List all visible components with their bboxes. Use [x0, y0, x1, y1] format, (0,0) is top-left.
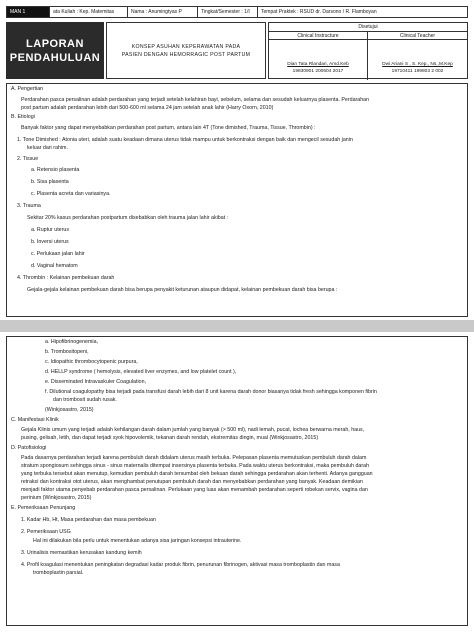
list-item: a. Ruptur uterus	[31, 227, 69, 233]
list-item: keluar dari rahim.	[27, 145, 68, 151]
header-info-row	[6, 6, 468, 18]
header-course: ata Kuliah : Kep. Matemitas	[50, 6, 128, 18]
list-item: 4. Profil koagulasi menentukan peningkatan degradasi kadar produk fibrin, penurunan fibrinogen, aktivasi masa tromboplastin dan masa	[21, 562, 340, 568]
paragraph-line: Gejala Klinis umum yang terjadi adalah kehilangan darah dalam jumlah yang banyak (> 500 ml), nadi lemah, pucat, lochea berwarna merah, haus,	[21, 427, 365, 433]
approval-label: Disetujui	[269, 23, 467, 32]
list-item: d. HELLP syndrome ( hemolysis, elevated liver enzymes, and low platelet count ),	[45, 369, 237, 375]
page1-content	[6, 83, 468, 317]
section-heading: D. Patofisiologi	[11, 445, 47, 451]
list-item: 1. Kadar Hb, Ht, Masa perdarahan dan masa pembekuan	[21, 517, 156, 523]
clinical-teacher-column	[368, 32, 467, 80]
report-title	[6, 22, 104, 79]
list-item: f. Dilutional coagulopathy bisa terjadi pada transfusi darah lebih dari 8 unit karena darah donor biasanya tidak fresh sehingga komponen fibrin	[45, 389, 377, 395]
paragraph-line: Gejala-gejala kelainan pembekuan darah bisa berupa penyakit keturunan ataupun didapat, kelainan pembekuan darah bisa berupa :	[27, 287, 338, 293]
header-institution: MAN 1	[6, 6, 50, 18]
page2-content	[6, 336, 468, 626]
list-item: c. Plasenta acreta dan variasinya.	[31, 191, 111, 197]
list-item: a. Hipofibrinogenemia,	[45, 339, 98, 345]
paragraph-line: Sekitar 20% kasus perdarahan postpartum disebabkan oleh trauma jalan lahir akibat :	[27, 215, 229, 221]
approval-box	[268, 22, 468, 79]
header-practice-place: Tempat Praktek : RSUD dr. Darsono / R. Flamboyan	[258, 6, 468, 18]
list-item: b. Inversi uterus	[31, 239, 69, 245]
list-item: c. Perlukaan jalan lahir	[31, 251, 85, 257]
list-item: 2. Pemeriksaan USG	[21, 529, 71, 535]
clinical-instructure-name: Dian Tata Rlandari, Amd.Keb	[287, 62, 349, 67]
list-item: a. Retensio plasenta	[31, 167, 80, 173]
paragraph-line: menjadi faktor utama penyebab perdarahan pasca persalinan. Perlukaan yang luas akan menambah perdarahan seperti robekan servix, vagina dan	[21, 487, 368, 493]
list-item: dan trombosit sudah rusak.	[53, 397, 117, 403]
report-topic-line1: KONSEP ASUHAN KEPERAWATAN PADA	[131, 43, 241, 50]
list-item: e. Disseminated Intravaskuler Coagulation,	[45, 379, 146, 385]
list-item: 3. Trauma	[17, 203, 41, 209]
section-heading: B. Etiologi	[11, 114, 35, 120]
paragraph-line: perinium (Winkjosastro, 2015)	[21, 495, 92, 501]
citation: (Winkjosastro, 2015)	[45, 407, 94, 413]
list-item: d. Vaginal hematom	[31, 263, 78, 269]
list-item: 1. Tone Dimished : Atonia uteri, adalah suatu keadaan dimana uterus tidak mampu untuk berkontraksi dengan baik dan mengecil sesudah janin	[17, 137, 353, 143]
paragraph-line: stratum spongiosum sehingga sinus - sinus maternalis ditempat insersinya plasenta terbuka. Pada waktu uterus berkontraksi, maka pembuluh darah	[21, 463, 370, 469]
list-item: tromboplastin parsial.	[33, 570, 84, 576]
section-heading: E. Pemeriksaan Penunjang	[11, 505, 76, 511]
paragraph-line: retraksi dan kontraksi otot uterus, akan menghambat penutupan pembuluh darah dan menyebabkan perdarahan yang banyak. Keadaan demikian	[21, 479, 363, 485]
clinical-teacher-name: Dwi Ariani S , S. Kep., Ns.,M.Kep	[382, 62, 453, 67]
paragraph-line: Banyak faktor yang dapat menyebabkan perdarahan post partum, antara lain 4T (Tone dimished, Trauma, Tissue, Thrombin) :	[21, 125, 316, 131]
clinical-instructure-column	[269, 32, 368, 80]
report-topic	[106, 22, 266, 79]
document-page-2	[0, 332, 474, 632]
paragraph-line: Perdarahan pasca persalinan adalah perdarahan yang terjadi setelah kelahiran bayi, sebelum, selama dan sesudah keluarnya plasenta. Perdarahan	[21, 97, 370, 103]
header-semester: Tingkat/Semester : 1/I	[198, 6, 258, 18]
section-heading: C. Manifestasi Klinik	[11, 417, 59, 423]
clinical-instructure-nip: 19830901 200604 2017	[292, 69, 344, 74]
paragraph-line: post partum adalah perdarahan lebih dari 500-600 ml selama 24 jam setelah anak lahir (Harry Oxorn, 2010)	[21, 105, 274, 111]
clinical-teacher-nip: 19710411 199803 2 002	[391, 69, 444, 74]
report-topic-line2: PASIEN DENGAN HEMORRAGIC POST PARTUM	[121, 51, 251, 58]
clinical-teacher-role: Clinical Teacher	[368, 32, 467, 40]
list-item: b. Sisa plasenta	[31, 179, 69, 185]
list-item: 4. Thrombin : Kelainan pembekuan darah	[17, 275, 115, 281]
list-item: b. Trombositopeni,	[45, 349, 89, 355]
clinical-instructure-role: Clinical Instructure	[269, 32, 367, 40]
section-heading: A. Pengertian	[11, 86, 44, 92]
report-title-line1: LAPORAN	[26, 37, 84, 50]
header-student-name: Nama : Anumingtyas P	[128, 6, 198, 18]
paragraph-line: Hal ini dilakukan bila perlu untuk menentukan adanya sisa jaringan konsepsi intrauterine.	[33, 538, 242, 544]
report-title-line2: PENDAHULUAN	[9, 51, 101, 64]
paragraph-line: yang terbuka tersebut akan menutup, kemudian pembuluh darah tersumbat oleh bekuan darah sehingga perdarahan akan terhenti. Adanya gangguan	[21, 471, 373, 477]
list-item: 2. Tissue	[17, 156, 39, 162]
list-item: 3. Urinalisis memastikan kerusakan kandung kemih	[21, 550, 142, 556]
paragraph-line: Pada dasarnya perdarahan terjadi karena pembuluh darah didalam uterus masih terbuka. Pelepasan plasenta memutuskan pembuluh darah dalam	[21, 455, 367, 461]
list-item: c. Idiopathic thrombocytopenic purpura,	[45, 359, 138, 365]
paragraph-line: pusing, gelisah, letih, dan dapat terjadi syok hipovolemik, tekanan darah rendah, ekstremitas dingin, mual (Winkjosastro, 2015)	[21, 435, 319, 441]
